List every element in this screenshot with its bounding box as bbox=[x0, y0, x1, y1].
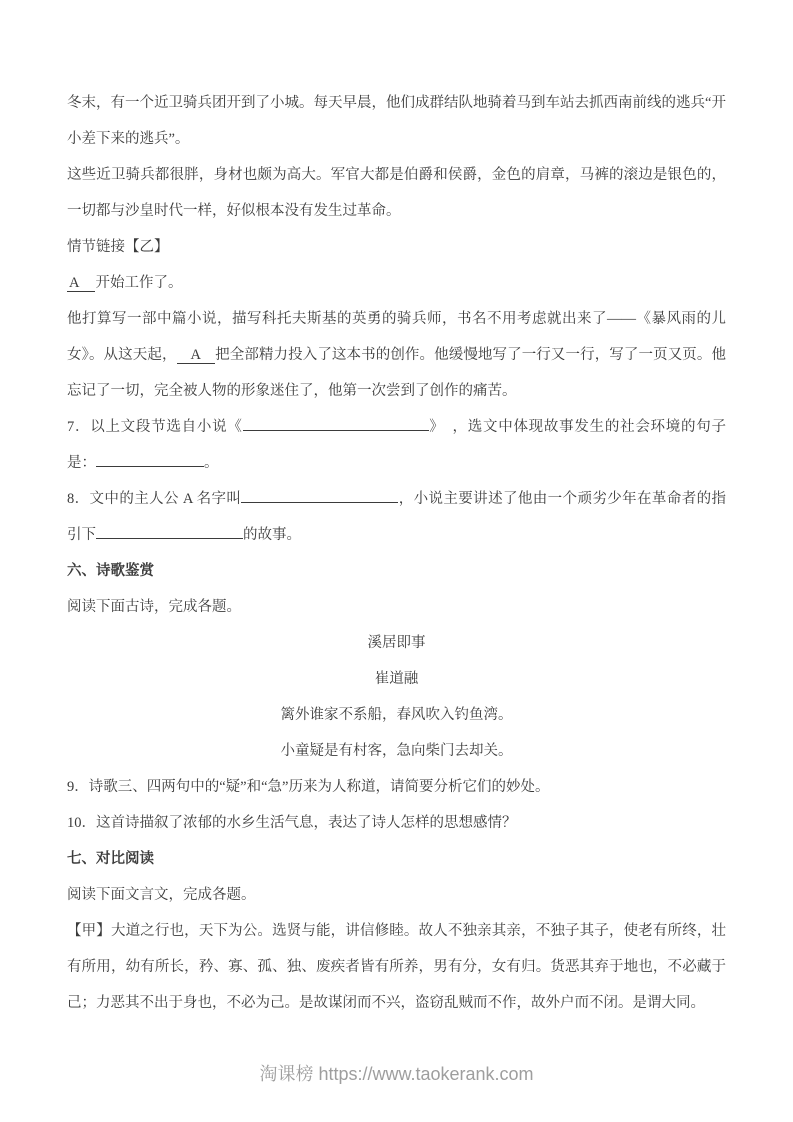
question-7-answer-blank-1 bbox=[243, 416, 429, 431]
poem-line-2: 小童疑是有村客，急向柴门去却关。 bbox=[280, 743, 513, 759]
watermark-footer: 淘课榜 https://www.taokerank.com bbox=[259, 1064, 534, 1084]
question-7-part1: 7．以上文段节选自小说《 bbox=[67, 419, 243, 435]
passage-paragraph-2: 这些近卫骑兵都很胖，身材也颇为高大。军官大都是伯爵和侯爵，金色的肩章，马裤的滚边是银色的，一切都与沙皇时代一样，好似根本没有发生过革命。 bbox=[67, 167, 726, 219]
section-heading-poetry: 六、诗歌鉴赏 bbox=[67, 563, 154, 579]
poem-author: 崔道融 bbox=[374, 671, 419, 687]
question-7-part2: 》 bbox=[428, 419, 438, 435]
question-8-part3: 的故事。 bbox=[243, 527, 301, 543]
protagonist-blank-a-mid: A bbox=[177, 347, 215, 364]
compare-intro: 阅读下面文言文，完成各题。 bbox=[67, 887, 256, 903]
question-8-part2: ，小说主要讲述了他由一个顽劣少年在革命者的指引下 bbox=[67, 491, 727, 543]
passage-paragraph-3-before: 他打算写一部中篇小说，描写科托夫斯基的英勇的骑兵师，书名不用考虑就出来了——《暴风雨的儿女》。从这天起， bbox=[67, 311, 726, 363]
passage-a-line bbox=[67, 265, 726, 301]
question-8-answer-blank-2 bbox=[96, 524, 243, 539]
exam-content bbox=[67, 85, 726, 1021]
question-8-answer-blank-1 bbox=[241, 488, 398, 503]
question-9: 9．诗歌三、四两句中的“疑”和“急”历来为人称道，请简要分析它们的妙处。 bbox=[67, 779, 550, 795]
question-7-answer-blank-2 bbox=[96, 452, 204, 467]
plot-link-label: 情节链接【乙】 bbox=[67, 239, 169, 255]
passage-paragraph-3 bbox=[67, 301, 726, 409]
question-7-part4: 。 bbox=[204, 455, 219, 471]
classical-text-jia: 【甲】大道之行也，天下为公。选贤与能，讲信修睦。故人不独亲其亲，不独子其子，使老有所终，壮有所用，幼有所长，矜、寡、孤、独、废疾者皆有所养，男有分，女有归。货恶其弃于地也，不必藏于己；力恶其不出于身也，不必为己。是故谋闭而不兴，盗窃乱贼而不作，故外户而不闭。是谓大同。 bbox=[67, 923, 726, 1011]
section-heading-compare: 七、对比阅读 bbox=[67, 851, 154, 867]
question-7 bbox=[67, 409, 726, 481]
passage-a-line-text: 开始工作了。 bbox=[95, 275, 183, 291]
poem-line-1: 篱外谁家不系船，春风吹入钓鱼湾。 bbox=[280, 707, 513, 723]
question-10: 10．这首诗描叙了浓郁的水乡生活气息，表达了诗人怎样的思想感情？ bbox=[67, 815, 517, 831]
passage-paragraph-1: 冬末，有一个近卫骑兵团开到了小城。每天早晨，他们成群结队地骑着马到车站去抓西南前线的逃兵“开小差下来的逃兵”。 bbox=[67, 95, 726, 147]
question-8-part1: 8．文中的主人公 A 名字叫 bbox=[67, 491, 242, 507]
passage-paragraph-3-after: 把全部精力投入了这本书的创作。他缓慢地写了一行又一行，写了一页又页。他忘记了一切，完全被人物的形象迷住了，他第一次尝到了创作的痛苦。 bbox=[67, 347, 727, 399]
protagonist-blank-a: A bbox=[67, 275, 95, 292]
poem-title: 溪居即事 bbox=[367, 635, 426, 651]
question-8 bbox=[67, 481, 726, 553]
question-7-part3: ，选文中体现故事发生的社会环境的句子是： bbox=[67, 419, 726, 471]
poetry-intro: 阅读下面古诗，完成各题。 bbox=[67, 599, 241, 615]
